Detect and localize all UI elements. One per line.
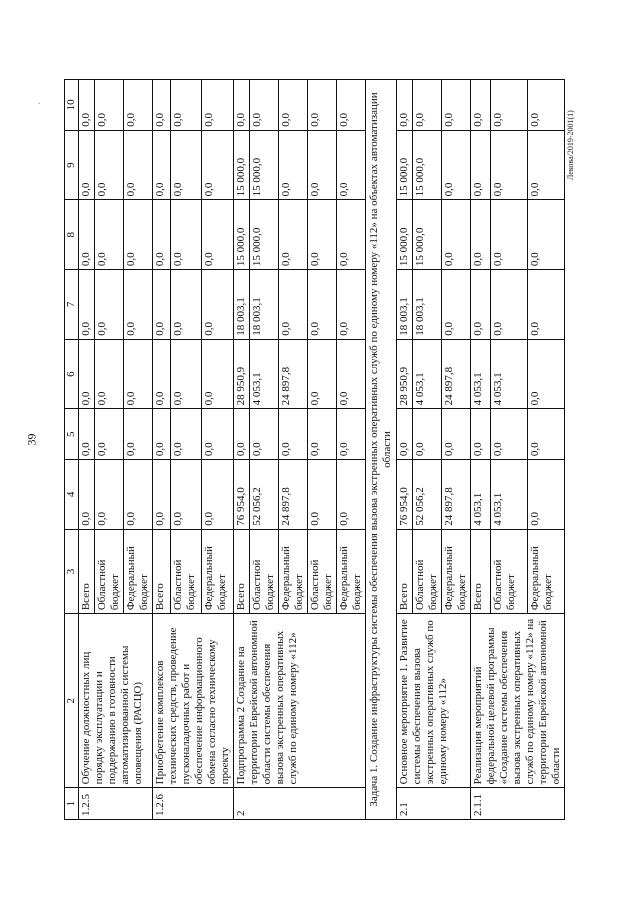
amount-cell: 0,0 [153,130,171,200]
amount-cell: 0,0 [202,339,234,409]
amount-cell: 4 053,1 [250,339,279,409]
amount-cell: 0,0 [170,409,202,460]
amount-cell: 0,0 [308,80,337,131]
amount-cell: 24 897,8 [279,339,308,409]
amount-cell: 0,0 [279,270,308,340]
amount-cell: 0,0 [337,270,366,340]
funding-source: Федеральный бюджет [528,529,565,613]
funding-source: Федеральный бюджет [442,529,471,613]
amount-cell: 0,0 [79,409,95,460]
amount-cell: 0,0 [528,339,565,409]
row-number: 2.1.1 [471,788,565,820]
amount-cell: 0,0 [308,339,337,409]
amount-cell: 0,0 [79,339,95,409]
amount-cell: 0,0 [471,409,491,460]
amount-cell: 0,0 [124,460,153,530]
funding-source: Областной бюджет [308,529,337,613]
amount-cell: 24 897,8 [279,460,308,530]
amount-cell: 0,0 [124,409,153,460]
amount-cell: 0,0 [79,130,95,200]
amount-cell: 0,0 [337,130,366,200]
amount-cell: 0,0 [308,409,337,460]
amount-cell: 0,0 [170,270,202,340]
amount-cell: 0,0 [202,200,234,270]
amount-cell: 0,0 [413,409,442,460]
funding-source: Областной бюджет [250,529,279,613]
amount-cell: 0,0 [95,80,124,131]
funding-source: Всего [153,529,171,613]
amount-cell: 0,0 [79,460,95,530]
amount-cell: 0,0 [279,80,308,131]
amount-cell: 15 000,0 [250,130,279,200]
activity-name: Подпрограмма 2 Создание на территории Еврейской автономной области системы обеспечения вызова экстренных оперативных служб по единому номеру «112» [234,614,366,788]
table-row [79,80,95,820]
funding-source: Федеральный бюджет [337,529,366,613]
funding-source: Областной бюджет [170,529,202,613]
amount-cell: 52 056,2 [250,460,279,530]
amount-cell: 0,0 [153,270,171,340]
amount-cell: 0,0 [471,80,491,131]
amount-cell: 0,0 [234,80,250,131]
amount-cell: 76 954,0 [234,460,250,530]
amount-cell: 0,0 [308,460,337,530]
amount-cell: 0,0 [79,270,95,340]
amount-cell: 0,0 [442,130,471,200]
budget-table [64,79,565,820]
row-number: 2 [234,788,366,820]
table-row [397,80,413,820]
amount-cell: 0,0 [442,200,471,270]
table-row [234,80,250,820]
activity-name: Реализация мероприятий федеральной целевой программы «Создание системы обеспечения вызова экстренных оперативных служб по единому номеру «112» на территории Еврейской автономной области [471,614,565,788]
amount-cell: 0,0 [528,270,565,340]
amount-cell: 0,0 [95,270,124,340]
amount-cell: 18 003,1 [234,270,250,340]
amount-cell: 0,0 [95,200,124,270]
amount-cell: 15 000,0 [413,130,442,200]
amount-cell: 0,0 [397,409,413,460]
funding-source: Федеральный бюджет [124,529,153,613]
amount-cell: 0,0 [337,460,366,530]
amount-cell: 0,0 [250,80,279,131]
amount-cell: 0,0 [442,80,471,131]
table-body [79,80,565,820]
amount-cell: 0,0 [170,200,202,270]
row-number: 2.1 [397,788,471,820]
page-number: 39 [24,433,39,446]
amount-cell: 0,0 [308,130,337,200]
amount-cell: 52 056,2 [413,460,442,530]
column-header: 7 [65,270,79,340]
funding-source: Всего [471,529,491,613]
amount-cell: 4 053,1 [413,339,442,409]
funding-source: Федеральный бюджет [279,529,308,613]
amount-cell: 4 053,1 [471,339,491,409]
funding-source: Всего [397,529,413,613]
amount-cell: 0,0 [95,409,124,460]
amount-cell: 24 897,8 [442,339,471,409]
amount-cell: 24 897,8 [442,460,471,530]
amount-cell: 0,0 [308,270,337,340]
column-header: 6 [65,339,79,409]
activity-name: Приобретение комплексов технических средств, проведение пусконаладочных работ и обеспечение информационного обмена согласно техническому проекту [153,614,234,788]
amount-cell: 0,0 [153,460,171,530]
amount-cell: 0,0 [491,200,528,270]
amount-cell: 0,0 [202,409,234,460]
amount-cell: 4 053,1 [491,339,528,409]
amount-cell: 0,0 [153,409,171,460]
activity-name: Основное мероприятие 1. Развитие системы обеспечения вызова экстренных оперативных служб по единому номеру «112» [397,614,471,788]
amount-cell: 4 053,1 [471,460,491,530]
amount-cell: 4 053,1 [491,460,528,530]
amount-cell: 0,0 [528,200,565,270]
column-header: 10 [65,80,79,131]
column-header: 4 [65,460,79,530]
column-header: 1 [65,788,79,820]
amount-cell: 0,0 [79,80,95,131]
amount-cell: 0,0 [442,270,471,340]
amount-cell: 0,0 [471,130,491,200]
amount-cell: 0,0 [202,130,234,200]
amount-cell: 0,0 [95,130,124,200]
amount-cell: 0,0 [491,409,528,460]
amount-cell: 0,0 [413,80,442,131]
column-header: 9 [65,130,79,200]
funding-source: Областной бюджет [413,529,442,613]
amount-cell: 0,0 [471,200,491,270]
amount-cell: 0,0 [124,270,153,340]
document-code: Лекова/2019-2001(1) [566,110,575,180]
amount-cell: 0,0 [279,130,308,200]
amount-cell: 0,0 [202,270,234,340]
row-number: 1.2.5 [79,788,153,820]
amount-cell: 15 000,0 [397,130,413,200]
amount-cell: 0,0 [124,80,153,131]
amount-cell: 0,0 [124,339,153,409]
margin-mark: . [38,96,41,106]
amount-cell: 0,0 [491,130,528,200]
amount-cell: 28 950,9 [234,339,250,409]
amount-cell: 0,0 [397,80,413,131]
amount-cell: 0,0 [250,409,279,460]
amount-cell: 18 003,1 [250,270,279,340]
amount-cell: 0,0 [471,270,491,340]
funding-source: Всего [234,529,250,613]
amount-cell: 15 000,0 [397,200,413,270]
amount-cell: 0,0 [528,460,565,530]
row-number: 1.2.6 [153,788,234,820]
column-header: 8 [65,200,79,270]
amount-cell: 0,0 [337,200,366,270]
amount-cell: 18 003,1 [397,270,413,340]
amount-cell: 0,0 [170,339,202,409]
task-heading-row [366,80,397,820]
amount-cell: 0,0 [153,80,171,131]
amount-cell: 0,0 [491,80,528,131]
amount-cell: 76 954,0 [397,460,413,530]
amount-cell: 0,0 [153,339,171,409]
amount-cell: 0,0 [202,460,234,530]
table-row [471,80,491,820]
amount-cell: 0,0 [124,130,153,200]
amount-cell: 0,0 [170,80,202,131]
amount-cell: 0,0 [528,80,565,131]
rotated-table-area [64,79,562,820]
amount-cell: 0,0 [170,130,202,200]
amount-cell: 0,0 [234,409,250,460]
amount-cell: 0,0 [124,200,153,270]
rotated-page [64,79,562,820]
amount-cell: 0,0 [279,200,308,270]
amount-cell: 0,0 [442,409,471,460]
funding-source: Областной бюджет [95,529,124,613]
amount-cell: 0,0 [337,339,366,409]
amount-cell: 15 000,0 [413,200,442,270]
amount-cell: 0,0 [491,270,528,340]
amount-cell: 0,0 [95,339,124,409]
amount-cell: 28 950,9 [397,339,413,409]
amount-cell: 0,0 [279,409,308,460]
amount-cell: 0,0 [170,460,202,530]
amount-cell: 0,0 [528,409,565,460]
amount-cell: 18 003,1 [413,270,442,340]
amount-cell: 0,0 [202,80,234,131]
amount-cell: 0,0 [95,460,124,530]
column-header: 3 [65,529,79,613]
amount-cell: 0,0 [337,409,366,460]
table-row [153,80,171,820]
funding-source: Областной бюджет [491,529,528,613]
funding-source: Всего [79,529,95,613]
task-heading: Задача 1. Создание инфраструктуры системы обеспечения вызова экстренных оперативных служб по единому номеру «112» на объектах автоматизации области [366,80,397,820]
amount-cell: 0,0 [308,200,337,270]
amount-cell: 15 000,0 [234,130,250,200]
funding-source: Федеральный бюджет [202,529,234,613]
amount-cell: 15 000,0 [250,200,279,270]
activity-name: Обучение должностных лиц порядку эксплуатации и поддержанию в готовности автоматизированной системы оповещения (РАСЦО) [79,614,153,788]
column-header: 2 [65,614,79,788]
column-header: 5 [65,409,79,460]
header-row [65,80,79,820]
amount-cell: 0,0 [528,130,565,200]
amount-cell: 0,0 [337,80,366,131]
amount-cell: 0,0 [153,200,171,270]
amount-cell: 15 000,0 [234,200,250,270]
amount-cell: 0,0 [79,200,95,270]
